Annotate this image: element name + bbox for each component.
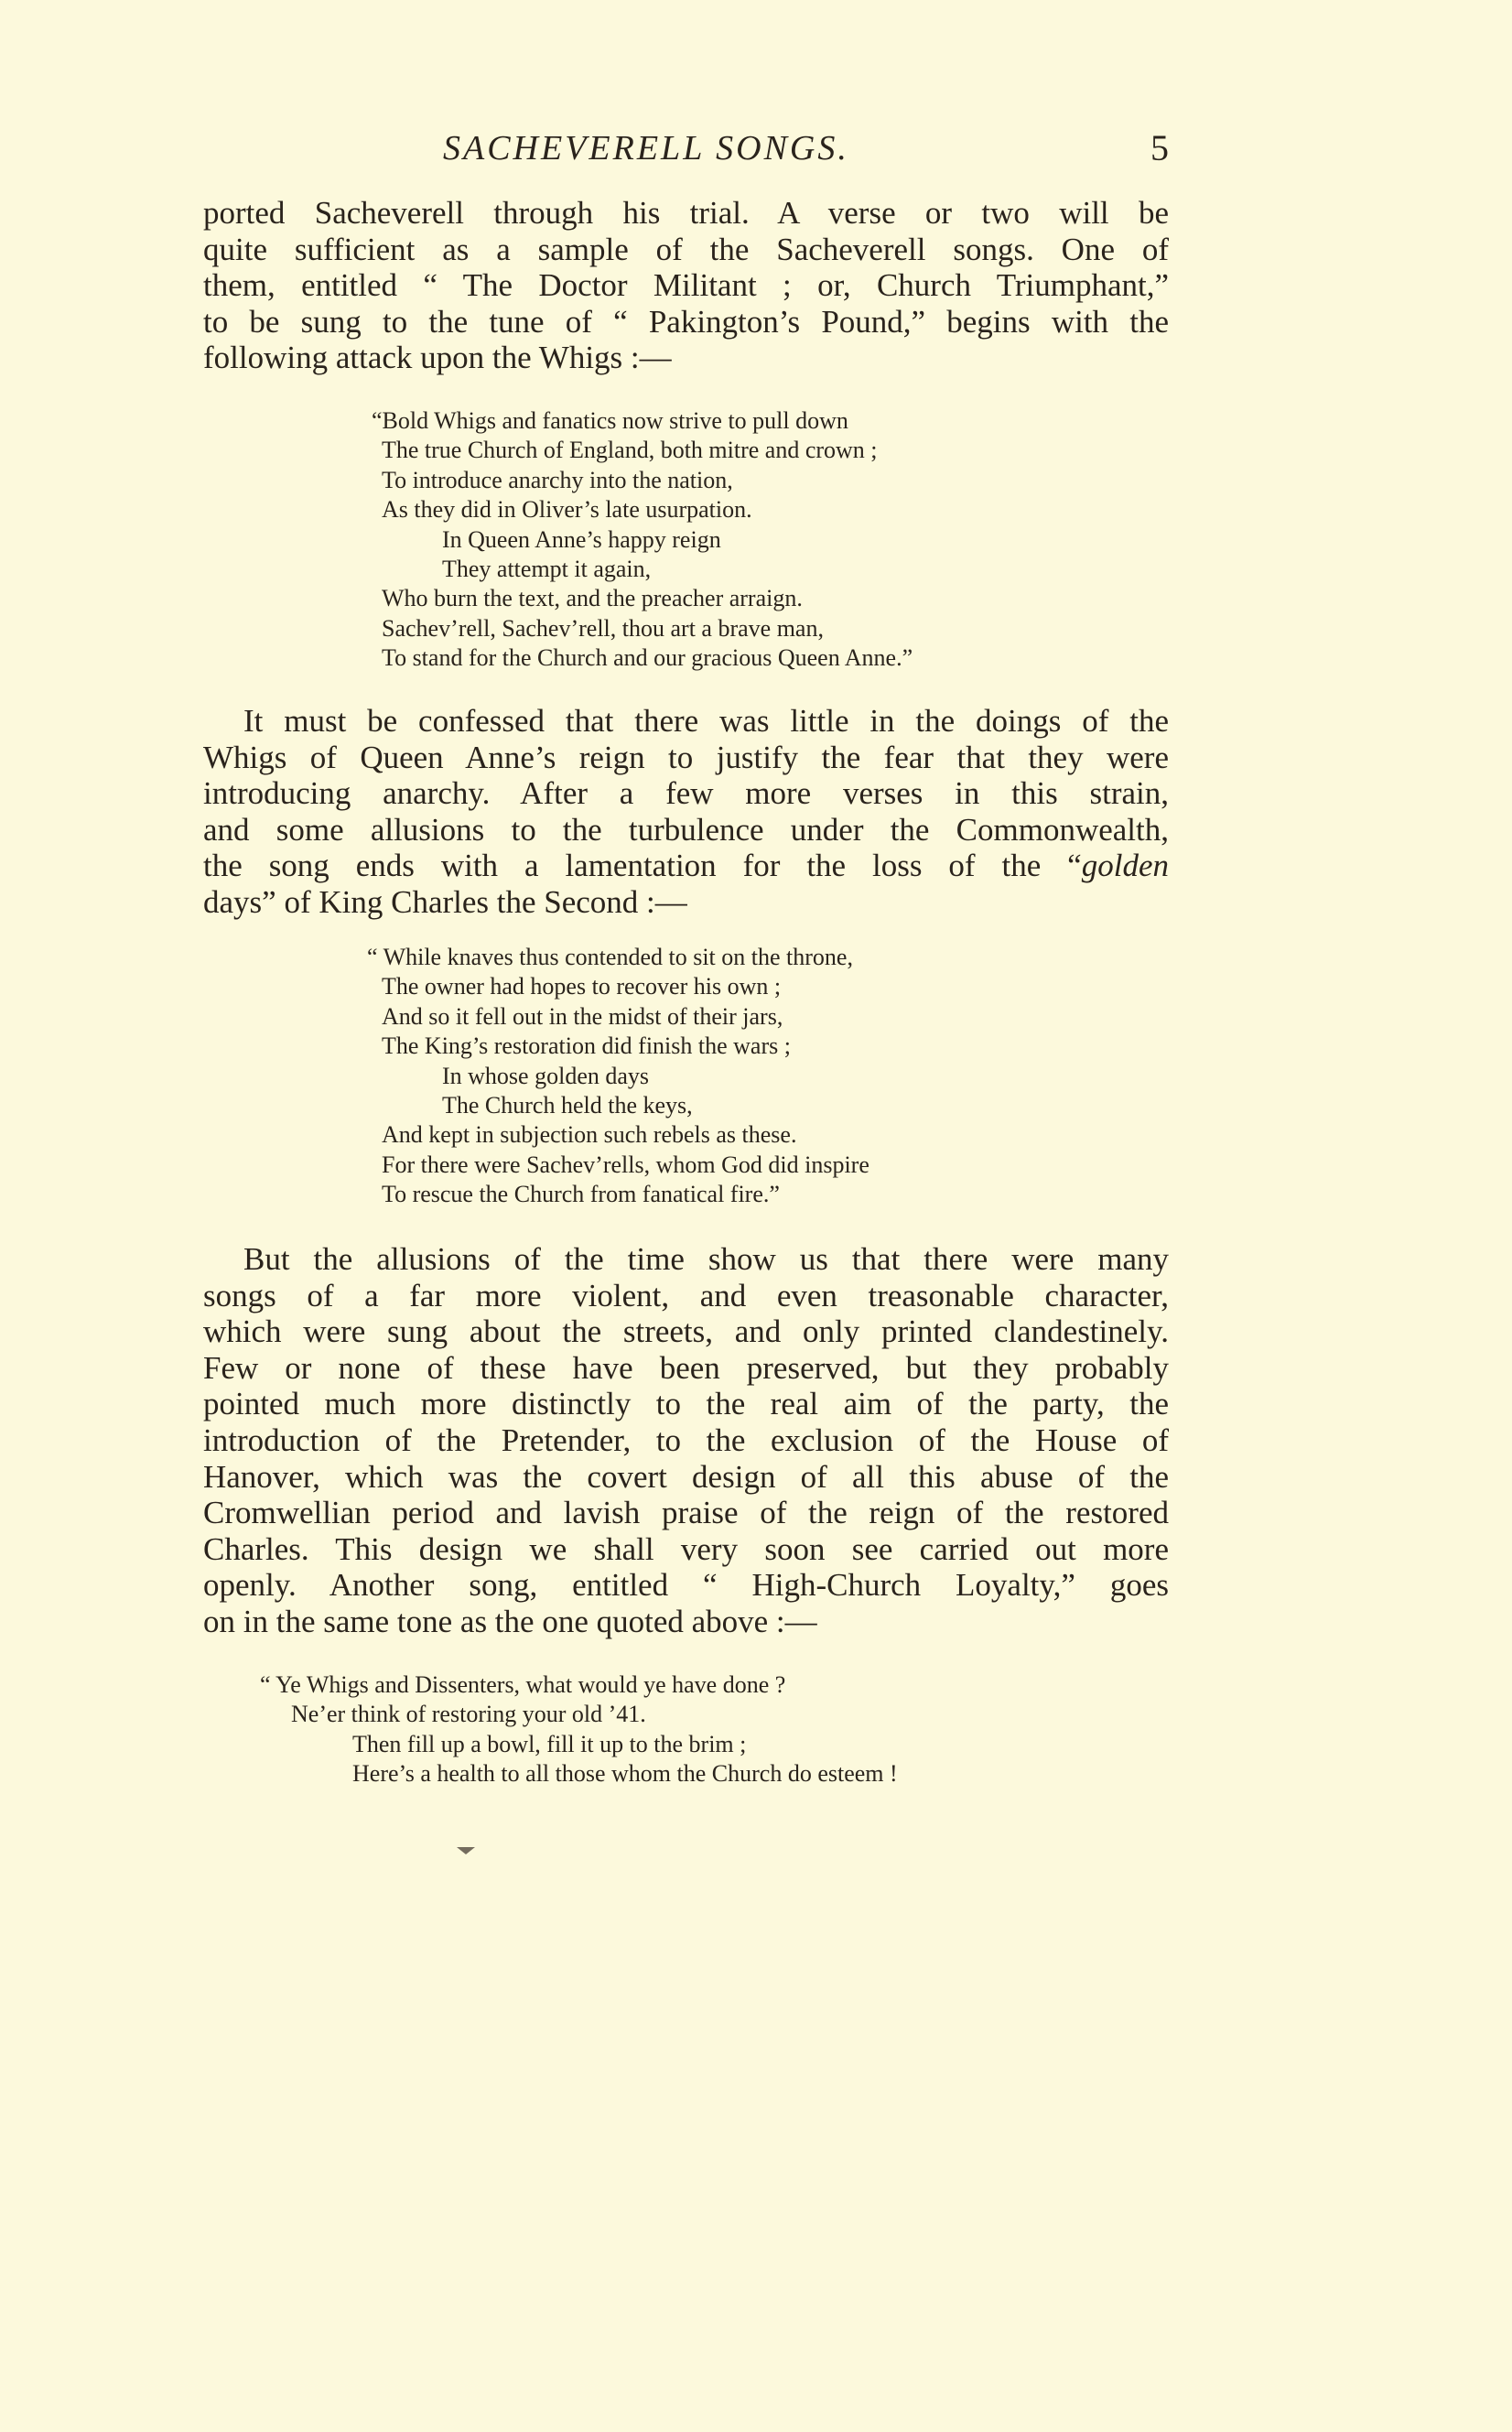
text-line: ported Sacheverell through his trial. A verse or two will be	[203, 195, 1169, 231]
verse-line: “Bold Whigs and fanatics now strive to pull down	[372, 407, 848, 434]
text-line: It must be confessed that there was little in the doings of the	[243, 703, 1169, 739]
verse-line: To introduce anarchy into the nation,	[382, 466, 733, 493]
verse-line: They attempt it again,	[442, 556, 652, 583]
text-line: Whigs of Queen Anne’s reign to justify the fear that they were	[203, 739, 1169, 775]
verse-line: “ Ye Whigs and Dissenters, what would ye have done ?	[260, 1671, 786, 1698]
text-line-with-emphasis	[203, 848, 1169, 884]
text-line: and some allusions to the turbulence under the Commonwealth,	[203, 811, 1169, 848]
text-line: them, entitled “ The Doctor Militant ; or, Church Triumphant,”	[203, 267, 1169, 304]
verse-line: As they did in Oliver’s late usurpation.	[382, 496, 752, 524]
verse-line: And kept in subjection such rebels as these.	[382, 1121, 797, 1149]
verse-line: In whose golden days	[442, 1062, 650, 1089]
verse-line: The owner had hopes to recover his own ;	[382, 973, 782, 1000]
verse-line: To rescue the Church from fanatical fire.”	[382, 1181, 780, 1208]
text-line: introducing anarchy. After a few more verses in this strain,	[203, 775, 1169, 812]
text-line: following attack upon the Whigs :—	[203, 340, 672, 376]
verse-line: And so it fell out in the midst of their jars,	[382, 1002, 783, 1030]
text-line: introduction of the Pretender, to the exclusion of the House of	[203, 1421, 1169, 1458]
printer-mark-icon	[456, 1843, 476, 1856]
paragraph-3	[203, 1241, 1169, 1640]
text-line: which were sung about the streets, and only printed clandestinely.	[203, 1313, 1169, 1350]
page-number: 5	[1150, 127, 1169, 168]
verse-line: Who burn the text, and the preacher arraign.	[382, 585, 803, 612]
verse-line: “ While knaves thus contended to sit on the throne,	[367, 944, 853, 970]
paragraph-2	[203, 703, 1169, 921]
text-line: Hanover, which was the covert design of all this abuse of the	[203, 1458, 1169, 1495]
running-title: SACHEVERELL SONGS.	[443, 129, 849, 168]
verse-line: The King’s restoration did finish the wars ;	[382, 1032, 791, 1060]
text-line: quite sufficient as a sample of the Sacheverell songs. One of	[203, 231, 1169, 267]
text-line: pointed much more distinctly to the real aim of the party, the	[203, 1386, 1169, 1422]
text-line: openly. Another song, entitled “ High-Church Loyalty,” goes	[203, 1567, 1169, 1604]
running-head	[203, 128, 1169, 183]
emphasis-word: golden	[1081, 848, 1169, 884]
text-line: to be sung to the tune of “ Pakington’s Pound,” begins with the	[203, 303, 1169, 340]
text-line: songs of a far more violent, and even treasonable character,	[203, 1277, 1169, 1313]
text-line: Few or none of these have been preserved, but they probably	[203, 1349, 1169, 1386]
verse-quote-3	[260, 1670, 898, 1789]
text-line: Cromwellian period and lavish praise of the reign of the restored	[203, 1495, 1169, 1531]
text-line: Charles. This design we shall very soon see carried out more	[203, 1530, 1169, 1567]
verse-line: The Church held the keys,	[442, 1092, 693, 1119]
verse-line: Then fill up a bowl, fill it up to the brim ;	[352, 1730, 747, 1757]
verse-quote-2	[367, 943, 869, 1210]
text-segment: the song ends with a lamentation for the loss of the “	[203, 848, 1082, 884]
verse-line: For there were Sachev’rells, whom God did inspire	[382, 1151, 869, 1178]
verse-line: Here’s a health to all those whom the Church do esteem !	[352, 1760, 898, 1788]
verse-line: Ne’er think of restoring your old ’41.	[291, 1701, 646, 1728]
verse-line: In Queen Anne’s happy reign	[442, 525, 721, 553]
text-line: on in the same tone as the one quoted above :—	[203, 1603, 817, 1639]
verse-line: Sachev’rell, Sachev’rell, thou art a brave man,	[382, 614, 824, 642]
text-line: days” of King Charles the Second :—	[203, 883, 687, 920]
paragraph-1	[203, 195, 1169, 376]
verse-quote-1	[372, 406, 913, 674]
text-line: But the allusions of the time show us that there were many	[243, 1241, 1169, 1277]
verse-line: To stand for the Church and our gracious Queen Anne.”	[382, 644, 913, 672]
verse-line: The true Church of England, both mitre and crown ;	[382, 437, 878, 464]
